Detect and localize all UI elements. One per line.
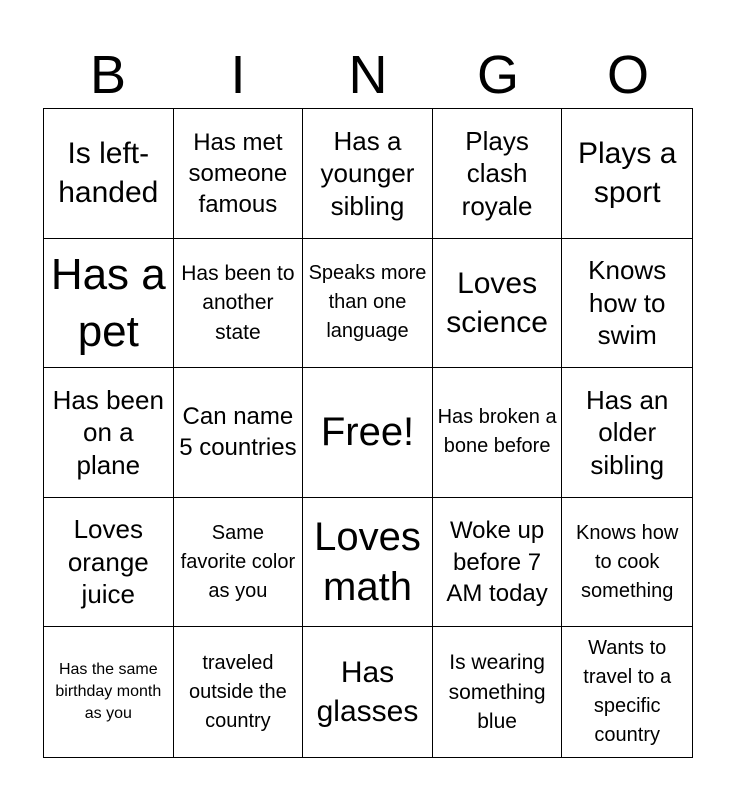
- free-space-text: Free!: [320, 410, 415, 455]
- cell-text: Has been to another state: [181, 261, 295, 344]
- bingo-cell-r3c2[interactable]: [174, 368, 304, 498]
- cell-text: Loves science: [446, 266, 548, 339]
- cell-text: Speaks more than one language: [308, 262, 427, 343]
- bingo-cell-r1c4[interactable]: [433, 109, 563, 239]
- cell-text: Wants to travel to a specific country: [583, 637, 672, 747]
- cell-text: Has met someone famous: [188, 128, 288, 218]
- bingo-cell-r5c3[interactable]: [303, 627, 433, 757]
- cell-text: Has broken a bone before: [437, 406, 557, 458]
- header-letter-g: G: [476, 45, 519, 105]
- bingo-cell-r5c4[interactable]: [433, 627, 563, 757]
- bingo-cell-r2c2[interactable]: [174, 239, 304, 369]
- bingo-cell-r4c2[interactable]: [174, 498, 304, 628]
- cell-text: Loves math: [314, 515, 421, 610]
- cell-text: Has glasses: [316, 656, 419, 729]
- cell-text: Has been on a plane: [52, 384, 164, 480]
- bingo-cell-r4c5[interactable]: [562, 498, 692, 628]
- header-letter-n: N: [348, 45, 388, 105]
- bingo-cell-r3c1[interactable]: [44, 368, 174, 498]
- header-letter-i: I: [230, 45, 246, 105]
- cell-text: Is left-handed: [58, 137, 159, 210]
- header-letter-o: O: [606, 45, 649, 105]
- bingo-cell-r4c1[interactable]: [44, 498, 174, 628]
- bingo-cell-r5c5[interactable]: [562, 627, 692, 757]
- bingo-cell-r1c2[interactable]: [174, 109, 304, 239]
- bingo-cell-r5c2[interactable]: [174, 627, 304, 757]
- bingo-cell-r3c4[interactable]: [433, 368, 563, 498]
- cell-text: Has an older sibling: [586, 384, 669, 480]
- bingo-cell-r2c3[interactable]: [303, 239, 433, 369]
- cell-text: Knows how to swim: [588, 255, 667, 351]
- cell-text: Can name 5 countries: [179, 403, 297, 462]
- bingo-header: [43, 42, 693, 108]
- bingo-cell-r4c3[interactable]: [303, 498, 433, 628]
- bingo-cell-r1c5[interactable]: [562, 109, 692, 239]
- cell-text: Knows how to cook something: [576, 521, 679, 602]
- cell-text: Woke up before 7 AM today: [446, 517, 548, 607]
- bingo-cell-r2c1[interactable]: [44, 239, 174, 369]
- cell-text: Is wearing something blue: [448, 651, 546, 733]
- bingo-cell-r1c3[interactable]: [303, 109, 433, 239]
- cell-text: Plays clash royale: [461, 125, 533, 221]
- bingo-cell-r2c5[interactable]: [562, 239, 692, 369]
- cell-text: Plays a sport: [578, 137, 677, 210]
- cell-text: traveled outside the country: [188, 651, 287, 732]
- cell-text: Same favorite color as you: [180, 521, 296, 602]
- bingo-cell-r4c4[interactable]: [433, 498, 563, 628]
- cell-text: Loves orange juice: [67, 514, 149, 610]
- bingo-cell-r3c5[interactable]: [562, 368, 692, 498]
- bingo-cell-r1c1[interactable]: [44, 109, 174, 239]
- bingo-grid: [43, 108, 693, 758]
- cell-text: Has the same birthday month as you: [55, 660, 162, 723]
- bingo-cell-r5c1[interactable]: [44, 627, 174, 757]
- cell-text: Has a younger sibling: [320, 125, 415, 221]
- bingo-cell-r2c4[interactable]: [433, 239, 563, 369]
- cell-text: Has a pet: [50, 249, 166, 356]
- bingo-cell-free[interactable]: [303, 368, 433, 498]
- header-letter-b: B: [89, 45, 127, 105]
